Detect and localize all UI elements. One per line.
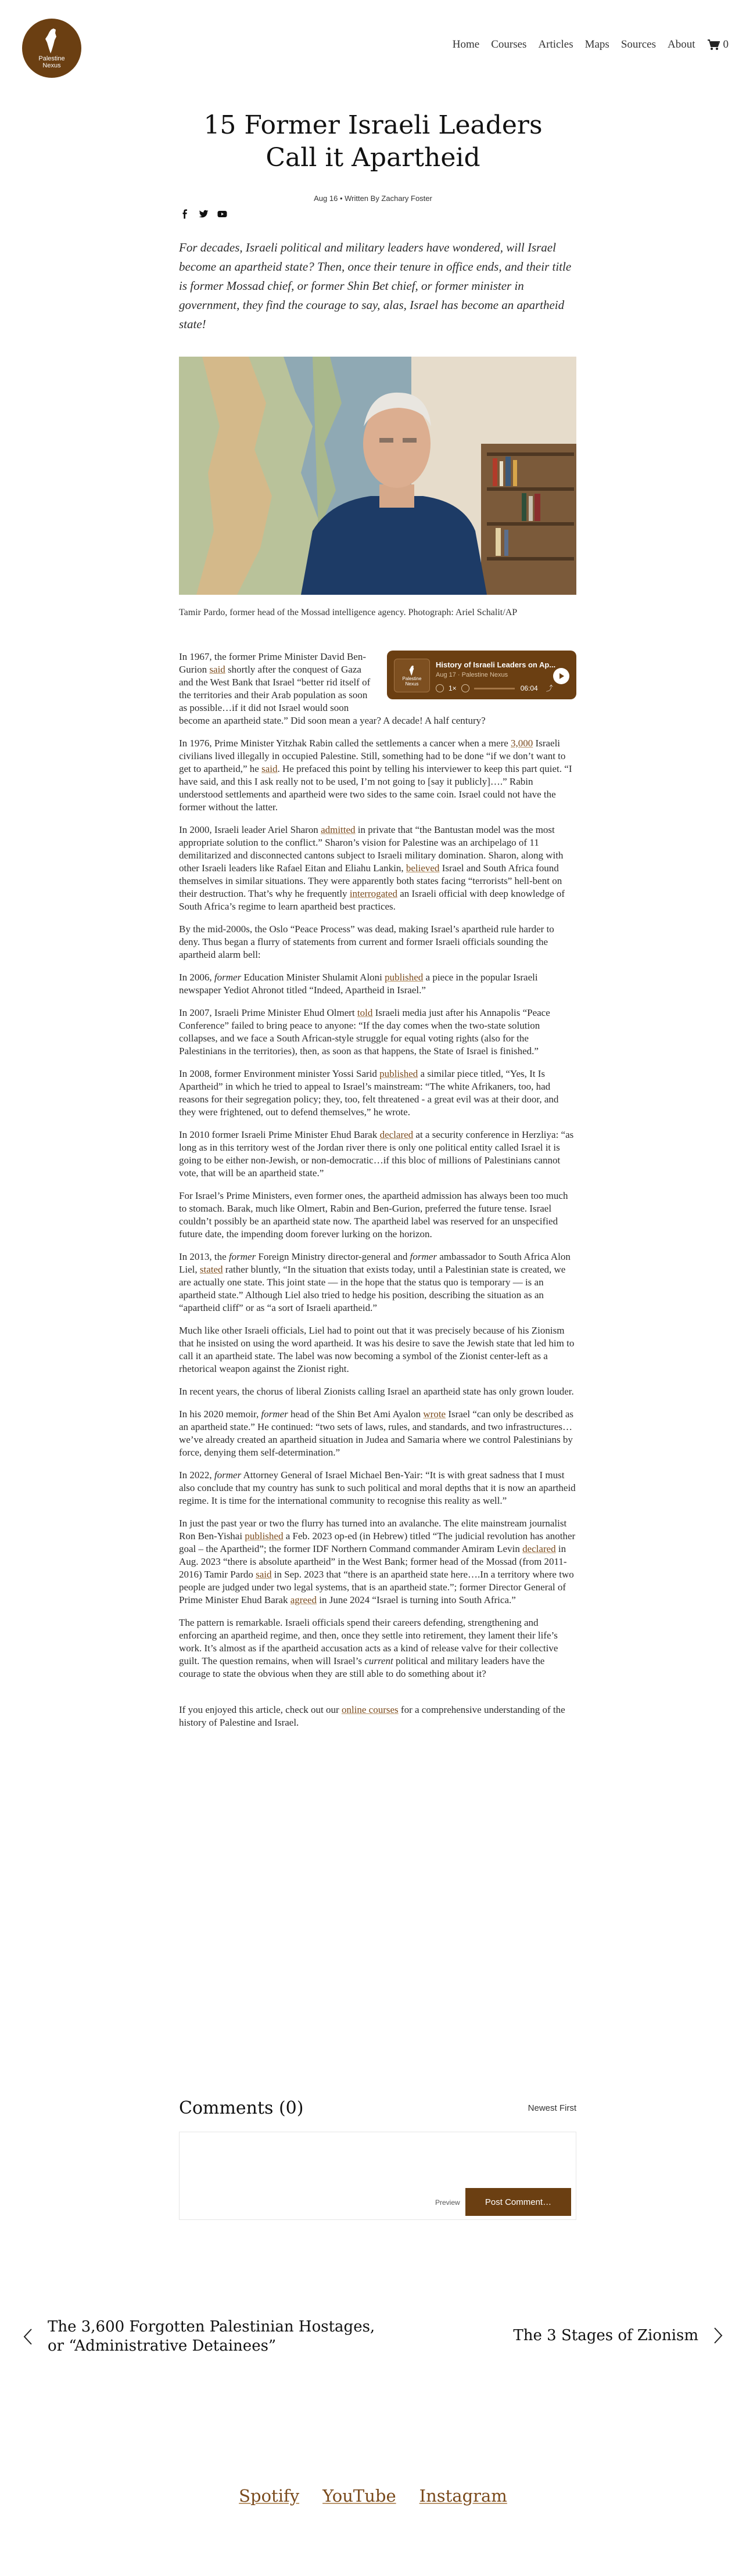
facebook-icon [180, 209, 190, 219]
paragraph-6: In 2007, Israeli Prime Minister Ehud Olmert told Israeli media just after his Annapolis “Peace Conference” failed to bring peace to anyone: “If the day comes when the two-state solution collapses, and we face a South African-style struggle for equal voting rights (also for the Palestinians in the territories), then, as soon as that happens, the State of Israel is finished.” [179, 1007, 550, 1057]
forward-icon[interactable] [461, 684, 469, 692]
link-declared-levin[interactable]: declared [522, 1543, 556, 1554]
paragraph-12: In recent years, the chorus of liberal Zionists calling Israel an apartheid state has only grown louder. [179, 1386, 574, 1397]
footer-instagram[interactable]: Instagram [419, 2486, 507, 2506]
twitter-icon [199, 209, 209, 219]
link-believed[interactable]: believed [406, 863, 440, 874]
share-icon[interactable]: ⤴ [546, 684, 553, 692]
player-controls [436, 682, 553, 695]
player-thumb-text: Palestine [402, 676, 422, 681]
link-online-courses[interactable]: online courses [341, 1704, 399, 1715]
speed-control[interactable]: 1× [449, 684, 457, 692]
article-title: 15 Former Israeli Leaders Call it Apartheid [203, 110, 543, 173]
nav-sources[interactable]: Sources [621, 38, 656, 51]
paragraph-7: In 2008, former Environment minister Yossi Sarid published a similar piece titled, “Yes, It Is Apartheid” in which he tried to appeal to Israel’s mainstream: “The white Afrikaners, too, had reasons for their segregation policy; they, too, felt threatened - a great evil was at their door, and they were frightened, out to defend themselves,” he wrote. [179, 1068, 559, 1118]
footer-youtube[interactable]: YouTube [322, 2486, 396, 2506]
link-stated[interactable]: stated [199, 1264, 223, 1275]
paragraph-15: In just the past year or two the flurry has turned into an avalanche. The elite mainstream journalist Ron Ben-Yishai published a Feb. 2023 op-ed (in Hebrew) titled “The judicial revolution has another goal – the Apartheid”; the former IDF Northern Command commander Amiram Levin declared in Aug. 2023 “there is absolute apartheid” in the West Bank; former head of the Mossad (from 2011-2016) Tamir Pardo said in Sep. 2023 that “there is an apartheid state here….In a territory where two people are judged under two legal systems, that is an apartheid state.”; former Director General of Prime Minister Ehud Barak agreed in June 2024 “Israel is turning into South Africa.” [179, 1518, 576, 1605]
player-thumb-text-2: Nexus [405, 681, 419, 687]
cart-button[interactable] [707, 38, 729, 51]
comments-title: Comments (0) [179, 2098, 304, 2118]
progress-bar[interactable] [474, 688, 515, 689]
link-told[interactable]: told [357, 1007, 373, 1018]
comment-box [179, 2132, 576, 2220]
link-declared-barak[interactable]: declared [379, 1129, 414, 1140]
paragraph-4: By the mid-2000s, the Oslo “Peace Process” was dead, making Israel’s apartheid rule harder to deny. Thus began a flurry of statements from current and former Israeli officials sounding the apartheid alarm bell: [179, 924, 554, 960]
paragraph-16: The pattern is remarkable. Israeli officials spend their careers defending, strengthening and enforcing an apartheid regime, and then, once they settle into retirement, they lament their life’s work. It’s almost as if the apartheid accusation acts as a kind of release valve for their collective guilt. The question remains, when will Israel’s current political and military leaders have the courage to state the obvious when they are still able to do something about it? [179, 1617, 558, 1679]
paragraph-11: Much like other Israeli officials, Liel had to point out that it was precisely because of his Zionism that he insisted on using the word apartheid. It was his desire to save the Jewish state that led him to call it an apartheid state. The label was now becoming a symbol of the Zionist center-left as a rhetorical weapon against the Zionist right. [179, 1325, 575, 1374]
paragraph-1: In 1967, the former Prime Minister David Ben-Gurion said shortly after the conquest of Gaza and the West Bank that Israel “better rid itself of the territories and their Arab population as soon as possible…if it did not Israel would soon become an apartheid state.” Did soon mean a year? A decade! A half century? [179, 651, 486, 726]
article-pager [0, 2318, 746, 2370]
link-published-benyishai[interactable]: published [245, 1530, 284, 1542]
player-subtitle: Aug 17 · Palestine Nexus [436, 671, 508, 678]
comment-input[interactable] [188, 2139, 568, 2186]
paragraph-5: In 2006, former Education Minister Shulamit Aloni published a piece in the popular Israeli newspaper Yediot Ahronot titled “Indeed, Apartheid in Israel.” [179, 972, 538, 996]
link-said-pardo[interactable]: said [256, 1569, 272, 1580]
article-body [179, 651, 576, 1739]
player-title: History of Israeli Leaders on Ap... [436, 660, 556, 669]
share-links [179, 208, 235, 220]
prev-article[interactable] [23, 2318, 390, 2356]
preview-button[interactable]: Preview [435, 2198, 460, 2207]
cart-icon [707, 39, 720, 51]
site-logo[interactable] [22, 19, 81, 78]
chevron-left-icon [23, 2328, 33, 2345]
nav-maps[interactable]: Maps [584, 38, 609, 51]
paragraph-14: In 2022, former Attorney General of Israel Michael Ben-Yair: “It is with great sadness that I must also conclude that my country has sunk to such political and moral depths that it is now an apartheid regime. It is time for the international community to recognise this reality as well.” [179, 1470, 576, 1506]
link-published-aloni[interactable]: published [385, 972, 424, 983]
link-said[interactable]: said [209, 664, 225, 675]
logo-text: Palestine Nexus [38, 55, 65, 69]
hero-photo-illustration [179, 357, 576, 595]
play-button[interactable] [553, 668, 569, 684]
link-3000[interactable]: 3,000 [511, 738, 533, 749]
link-interrogated[interactable]: interrogated [349, 888, 397, 899]
next-article[interactable] [513, 2327, 723, 2344]
youtube-icon [217, 209, 227, 219]
youtube-share[interactable] [216, 208, 228, 220]
hero-image [179, 357, 576, 595]
cart-count: 0 [723, 38, 729, 51]
paragraph-8: In 2010 former Israeli Prime Minister Ehud Barak declared at a security conference in Herzliya: “as long as in this territory west of the Jordan river there is only one political entity called Israel it is going to be either non-Jewish, or non-democratic…if this bloc of millions of Palestinians cannot vote, that will be an apartheid state.” [179, 1129, 574, 1179]
play-icon [558, 673, 565, 680]
prev-article-title: The 3,600 Forgotten Palestinian Hostages, or “Administrative Detainees” [48, 2318, 375, 2355]
nav-home[interactable]: Home [452, 38, 480, 51]
sort-comments[interactable]: Newest First [528, 2103, 576, 2113]
article-lede: For decades, Israeli political and military leaders have wondered, will Israel become an apartheid state? Then, once their tenure in office ends, and their title is former Mossad chief, or former Shin Bet chief, or former minister in government, they find the courage to say, alas, Israel has become an apartheid state! [179, 240, 572, 331]
nav-articles[interactable]: Articles [538, 38, 573, 51]
footer-spotify[interactable]: Spotify [239, 2486, 300, 2506]
paragraph-2: In 1976, Prime Minister Yitzhak Rabin called the settlements a cancer when a mere 3,000 Israeli civilians lived illegally in occupied Palestine. Still, something had to be done “if we don’t want to get to apartheid,” he said. He prefaced this point by telling his interviewer to keep this part quiet. “I have said, and this I ask really not to be used, I’m not going to [say it publicly]….” Rabin understood settlements and apartheid were two sides to the same coin. Israel could not have the former without the latter. [179, 738, 572, 813]
palestine-map-icon [42, 27, 62, 54]
link-admitted[interactable]: admitted [321, 824, 356, 835]
paragraph-13: In his 2020 memoir, former head of the Shin Bet Ami Ayalon wrote Israel “can only be described as an apartheid state.” He continued: “two sets of laws, rules, and standards, and two infrastructures…we’ve already created an apartheid situation in Judea and Samaria where we control Palestinians by force, denying them self-determination.” [179, 1409, 574, 1458]
link-published-sarid[interactable]: published [379, 1068, 418, 1079]
nav-courses[interactable]: Courses [491, 38, 527, 51]
link-wrote[interactable]: wrote [423, 1409, 446, 1420]
paragraph-17: If you enjoyed this article, check out our online courses for a comprehensive understanding of the history of Palestine and Israel. [179, 1704, 565, 1728]
comments-header [179, 2098, 576, 2118]
rewind-icon[interactable] [436, 684, 444, 692]
footer-links [0, 2486, 746, 2506]
link-said-rabin[interactable]: said [261, 763, 278, 774]
chevron-right-icon [713, 2327, 723, 2344]
post-comment-button[interactable]: Post Comment… [465, 2188, 571, 2216]
facebook-share[interactable] [179, 208, 191, 220]
audio-player[interactable] [387, 651, 576, 699]
paragraph-9: For Israel’s Prime Ministers, even former ones, the apartheid admission has always been too much to stomach. Barak, much like Olmert, Rabin and Ben-Gurion, preferred the future tense. Israel couldn’t possibly be an apartheid state now. The apartheid label was reserved for an unspecified future date, the impending doom forever lurking on the horizon. [179, 1190, 568, 1240]
paragraph-10: In 2013, the former Foreign Ministry director-general and former ambassador to South Africa Alon Liel, stated rather bluntly, “In the situation that exists today, until a Palestinian state is created, we are actually one state. This joint state — in the hope that the status quo is temporary — is an apartheid state.” Although Liel also tried to hedge his position, describing the situation as an “apartheid cliff” or as “a sort of Israeli apartheid.” [179, 1251, 571, 1313]
site-header [0, 0, 746, 93]
nav-about[interactable]: About [668, 38, 695, 51]
main-nav [441, 38, 729, 51]
twitter-share[interactable] [198, 208, 209, 220]
player-time: 06:04 [520, 684, 538, 692]
article-meta: Aug 16 • Written By Zachary Foster [314, 194, 432, 203]
palestine-map-icon [408, 665, 416, 676]
player-thumbnail [394, 659, 430, 692]
paragraph-3: In 2000, Israeli leader Ariel Sharon admitted in private that “the Bantustan model was the most appropriate solution to the conflict.” Sharon’s vision for Palestine was an archipelago of 11 demilitarized and disconnected cantons subject to Israeli military domination. Sharon, along with other Israeli leaders like Rafael Eitan and Eliahu Lankin, believed Israel and South Africa found themselves in similar situations. They were apparently both states facing “terrorists” hell-bent on their destruction. That’s why he frequently interrogated an Israeli official with deep knowledge of South Africa’s regime to learn apartheid best practices. [179, 824, 565, 912]
next-article-title: The 3 Stages of Zionism [513, 2327, 698, 2344]
image-caption: Tamir Pardo, former head of the Mossad intelligence agency. Photograph: Ariel Schalit/AP [179, 608, 518, 617]
link-agreed[interactable]: agreed [290, 1594, 317, 1605]
